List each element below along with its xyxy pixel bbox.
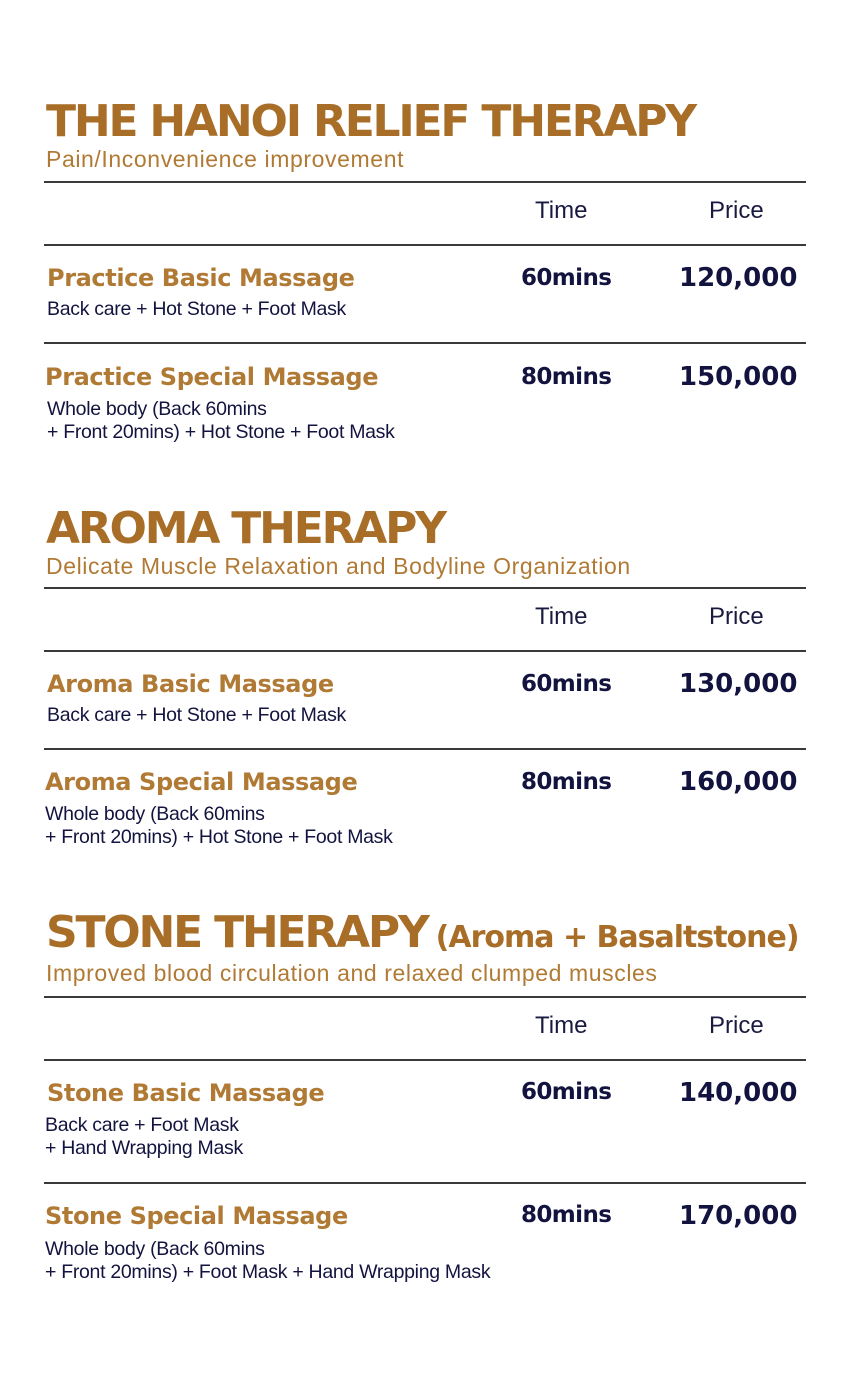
item-name: Aroma Special Massage bbox=[45, 768, 358, 796]
divider bbox=[44, 1182, 806, 1184]
section-title bbox=[46, 96, 695, 147]
column-header-price: Price bbox=[709, 197, 764, 224]
item-price: 150,000 bbox=[679, 362, 798, 392]
item-description bbox=[45, 803, 393, 849]
section-title bbox=[46, 503, 445, 554]
item-price: 160,000 bbox=[679, 767, 798, 797]
divider bbox=[44, 181, 806, 183]
item-time: 80mins bbox=[521, 769, 612, 795]
item-description bbox=[47, 704, 346, 727]
item-name: Stone Special Massage bbox=[45, 1202, 348, 1230]
column-header-price: Price bbox=[709, 603, 764, 630]
item-description bbox=[47, 398, 395, 444]
divider bbox=[44, 1059, 806, 1061]
item-name: Practice Basic Massage bbox=[47, 264, 355, 292]
column-header-price: Price bbox=[709, 1012, 764, 1039]
item-description-line: + Front 20mins) + Foot Mask + Hand Wrapping Mask bbox=[45, 1261, 491, 1283]
section-title-text: STONE THERAPY bbox=[46, 907, 428, 958]
item-name: Aroma Basic Massage bbox=[47, 670, 334, 698]
section-subtitle: Delicate Muscle Relaxation and Bodyline Organization bbox=[46, 553, 631, 579]
section-title bbox=[46, 907, 799, 958]
item-description bbox=[47, 298, 346, 321]
item-time: 80mins bbox=[521, 364, 612, 390]
item-description bbox=[45, 1114, 243, 1160]
item-description-line: + Hand Wrapping Mask bbox=[45, 1137, 243, 1159]
divider bbox=[44, 650, 806, 652]
item-price: 120,000 bbox=[679, 263, 798, 293]
item-description-line: + Front 20mins) + Hot Stone + Foot Mask bbox=[45, 826, 393, 848]
column-header-time: Time bbox=[535, 197, 588, 224]
divider bbox=[44, 342, 806, 344]
section-title-suffix: (Aroma + Basaltstone) bbox=[435, 920, 799, 955]
item-name: Practice Special Massage bbox=[45, 363, 379, 391]
divider bbox=[44, 244, 806, 246]
section-title-text: THE HANOI RELIEF THERAPY bbox=[46, 96, 695, 147]
item-time: 60mins bbox=[521, 265, 612, 291]
divider bbox=[44, 748, 806, 750]
item-price: 170,000 bbox=[679, 1201, 798, 1231]
section-title-text: AROMA THERAPY bbox=[46, 503, 445, 554]
divider bbox=[44, 996, 806, 998]
item-name: Stone Basic Massage bbox=[47, 1079, 325, 1107]
section-subtitle: Pain/Inconvenience improvement bbox=[46, 146, 405, 172]
item-time: 60mins bbox=[521, 671, 612, 697]
item-price: 140,000 bbox=[679, 1078, 798, 1108]
item-description bbox=[45, 1238, 490, 1284]
section-subtitle: Improved blood circulation and relaxed clumped muscles bbox=[46, 960, 658, 986]
column-header-time: Time bbox=[535, 603, 588, 630]
item-description-line: Back care + Hot Stone + Foot Mask bbox=[47, 704, 346, 726]
item-time: 80mins bbox=[521, 1202, 612, 1228]
divider bbox=[44, 587, 806, 589]
item-description-line: Whole body (Back 60mins bbox=[47, 398, 267, 420]
item-description-line: Back care + Hot Stone + Foot Mask bbox=[47, 298, 346, 320]
item-description-line: Whole body (Back 60mins bbox=[45, 1238, 265, 1260]
item-description-line: Whole body (Back 60mins bbox=[45, 803, 265, 825]
item-price: 130,000 bbox=[679, 669, 798, 699]
item-description-line: Back care + Foot Mask bbox=[45, 1114, 239, 1136]
item-description-line: + Front 20mins) + Hot Stone + Foot Mask bbox=[47, 421, 395, 443]
item-time: 60mins bbox=[521, 1079, 612, 1105]
column-header-time: Time bbox=[535, 1012, 588, 1039]
